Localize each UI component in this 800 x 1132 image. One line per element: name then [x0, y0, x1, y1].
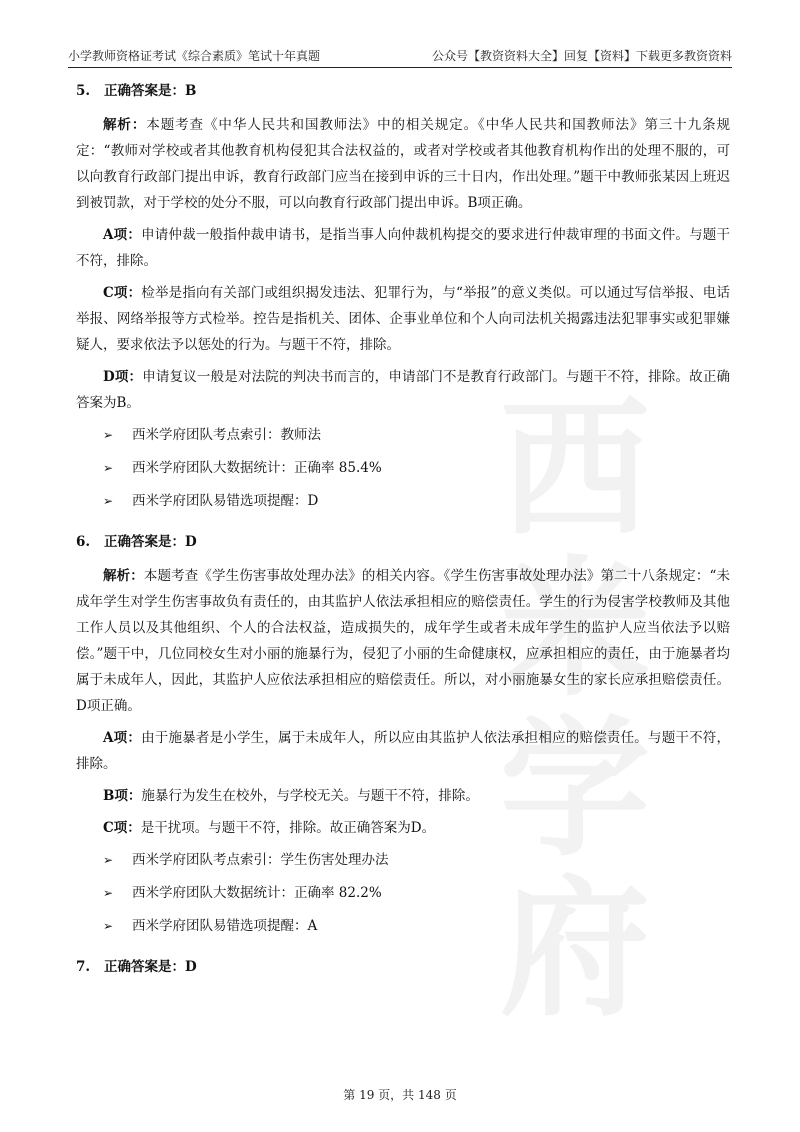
question-6-analysis: 解析：本题考查《学生伤害事故处理办法》的相关内容。《学生伤害事故处理办法》第二十八条规定：“未成年学生对学生伤害事故负有责任的，由其监护人依法承担相应的赔偿责任。学生的行为侵害学校教师及其他工作人员以及其他组织、个人的合法权益，造成损失的，成年学生或者未成年学生的监护人应当依法予以赔偿。”题干中，几位同校女生对小丽的施暴行为，侵犯了小丽的生命健康权，应承担相应的责任，由于施暴者均属于未成年人，因此，其监护人应依法承担相应的赔偿责任。所以，对小丽施暴女生的家长应承担赔偿责任。D项正确。 — [76, 568, 731, 714]
header-promo: 公众号【教资资料大全】回复【资料】下载更多教资资料 — [431, 49, 732, 63]
question-5-note: ➢ 西米学府团队考点索引：教师法 — [76, 422, 730, 448]
page-header — [68, 44, 732, 68]
bullet-arrow-icon: ➢ — [103, 853, 114, 867]
question-6-note: ➢ 西米学府团队考点索引：学生伤害处理办法 — [76, 847, 730, 873]
bullet-arrow-icon: ➢ — [103, 428, 114, 442]
watermark-logo: 西米 学府 — [499, 383, 650, 1037]
question-5-option-a: A项：申请仲裁一般指仲裁申请书，是指当事人向仲裁机构提交的要求进行仲裁审理的书面文件。与题干不符，排除。 — [76, 227, 730, 269]
question-6-answer: 6. 正确答案是：D — [76, 534, 197, 550]
bullet-arrow-icon: ➢ — [103, 461, 114, 475]
question-5-answer: 5. 正确答案是：B — [76, 83, 197, 99]
question-5-option-c: C项：检举是指向有关部门或组织揭发违法、犯罪行为，与“举报”的意义类似。可以通过写信举报、电话举报、网络举报等方式检举。控告是指机关、团体、企事业单位和个人向司法机关揭露违法犯罪事实或犯罪嫌疑人，要求依法予以惩处的行为。与题干不符，排除。 — [76, 285, 730, 353]
question-5-option-d: D项：申请复议一般是对法院的判决书而言的，申请部门不是教育行政部门。与题干不符，排除。故正确答案为B。 — [76, 369, 730, 411]
question-5-note: ➢ 西米学府团队易错选项提醒：D — [76, 488, 730, 514]
question-5-note: ➢ 西米学府团队大数据统计：正确率 85.4% — [76, 455, 730, 481]
page-content — [76, 78, 731, 1037]
header-title: 小学教师资格证考试《综合素质》笔试十年真题 — [68, 49, 321, 63]
question-6-option-b: B项：施暴行为发生在校外，与学校无关。与题干不符，排除。 — [103, 788, 479, 804]
page-number: 第 19 页，共 148 页 — [343, 1088, 457, 1102]
question-6-option-c: C项：是干扰项。与题干不符，排除。故正确答案为D。 — [103, 820, 436, 836]
question-7-answer: 7. 正确答案是：D — [76, 959, 197, 975]
question-6-option-a: A项：由于施暴者是小学生，属于未成年人，所以应由其监护人依法承担相应的赔偿责任。与题干不符，排除。 — [76, 730, 730, 772]
bullet-arrow-icon: ➢ — [103, 494, 114, 508]
question-6-note: ➢ 西米学府团队易错选项提醒：A — [76, 913, 730, 939]
bullet-arrow-icon: ➢ — [103, 886, 114, 900]
question-6-note: ➢ 西米学府团队大数据统计：正确率 82.2% — [76, 880, 730, 906]
question-5-analysis: 解析：本题考查《中华人民共和国教师法》中的相关规定。《中华人民共和国教师法》第三十九条规定：“教师对学校或者其他教育机构侵犯其合法权益的，或者对学校或者其他教育机构作出的处理不服的，可以向教育行政部门提出申诉，教育行政部门应当在接到申诉的三十日内，作出处理。”题干中教师张某因上班迟到被罚款，对于学校的处分不服，可以向教育行政部门提出申诉。B项正确。 — [76, 117, 731, 211]
bullet-arrow-icon: ➢ — [103, 919, 114, 933]
